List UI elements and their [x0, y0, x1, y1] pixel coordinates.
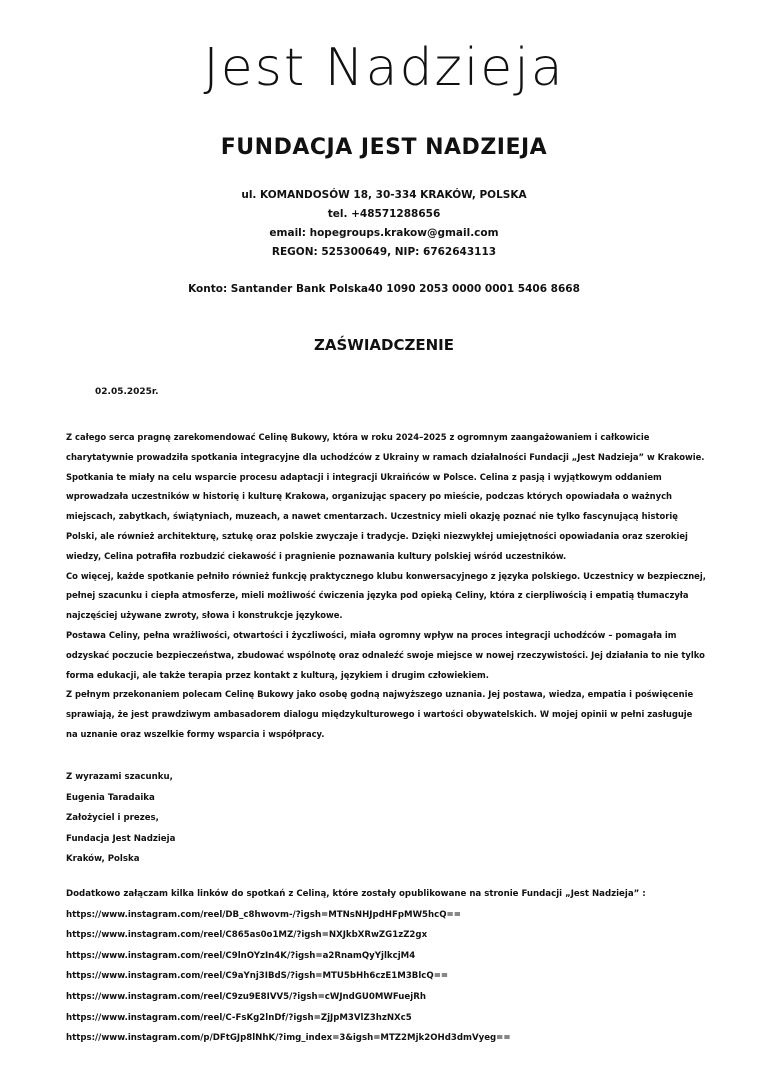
- links-intro: Dodatkowo załączam kilka linków do spotkań z Celiną, które zostały opublikowane na stronie Fundacji „Jest Nadzieja” :: [66, 889, 646, 899]
- foundation-logo: Jest Nadzieja: [203, 38, 565, 98]
- instagram-link[interactable]: https://www.instagram.com/reel/C9zu9E8IVV5/?igsh=cWJndGU0MWFuejRh: [66, 991, 426, 1002]
- links-section: [66, 884, 716, 1049]
- address: ul. KOMANDOSÓW 18, 30-334 KRAKÓW, POLSKA: [241, 189, 527, 201]
- phone: tel. +48571288656: [327, 208, 441, 220]
- signer-organization: Fundacja Jest Nadzieja: [66, 833, 176, 844]
- signer-location: Kraków, Polska: [66, 854, 140, 864]
- bank-account: Konto: Santander Bank Polska40 1090 2053 0000 0001 5406 8668: [188, 283, 580, 295]
- instagram-link[interactable]: https://www.instagram.com/p/DFtGJp8lNhK/?img_index=3&igsh=MTZ2Mjk2OHd3dmVyeg==: [66, 1033, 511, 1044]
- paragraph: Z całego serca pragnę zarekomendować Celinę Bukowy, która w roku 2024–2025 z ogromnym zaangażowaniem i całkowicie charytatywnie prowadziła spotkania integracyjne dla uchodźców z Ukrainy w ramach działalności Fundacji „Jest Nadzieja” w Krakowie.: [66, 432, 705, 462]
- paragraph: Z pełnym przekonaniem polecam Celinę Bukowy jako osobę godną najwyższego uznania. Jej postawa, wiedza, empatia i poświęcenie sprawiają, że jest prawdziwym ambasadorem dialogu międzykulturowego i wartości obywatelskich. W mojej opinii w pełni zasługuje na uznanie oraz wszelkie formy wsparcia i współpracy.: [66, 689, 694, 739]
- instagram-link[interactable]: https://www.instagram.com/reel/C-FsKg2lnDf/?igsh=ZjJpM3VlZ3hzNXc5: [66, 1012, 412, 1023]
- paragraph: Postawa Celiny, pełna wrażliwości, otwartości i życzliwości, miała ogromny wpływ na proces integracji uchodźców – pomagała im odzyskać poczucie bezpieczeństwa, zbudować wspólnotę oraz odnaleźć swoje miejsce w nowej rzeczywistości. Jej działania to nie tylko forma edukacji, ale także terapia przez kontakt z kulturą, językiem i drugim człowiekiem.: [66, 629, 705, 680]
- letter-body: [66, 428, 706, 745]
- instagram-link[interactable]: https://www.instagram.com/reel/C9lnOYzIn4K/?igsh=a2RnamQyYjlkcjM4: [66, 950, 416, 961]
- organization-name: FUNDACJA JEST NADZIEJA: [220, 135, 548, 160]
- paragraph: Co więcej, każde spotkanie pełniło również funkcję praktycznego klubu konwersacyjnego z języka polskiego. Uczestnicy w bezpiecznej, pełnej szacunku i ciepła atmosferze, mieli możliwość ćwiczenia języka pod opieką Celiny, która z cierpliwością i empatią tłumaczyła najczęściej używane zwroty, słowa i konstrukcje językowe.: [66, 570, 706, 621]
- regon-nip: REGON: 525300649, NIP: 6762643113: [271, 246, 497, 258]
- document-date: 02.05.2025r.: [95, 387, 159, 397]
- paragraph: Spotkania te miały na celu wsparcie procesu adaptacji i integracji Ukraińców w Polsce. Celina z pasją i wyjątkowym oddaniem wprowadzała uczestników w historię i kulturę Krakowa, organizując spacery po mieście, podczas których opowiadała o ważnych miejscach, zabytkach, świątyniach, muzeach, a nawet cmentarzach. Uczestnicy mieli okazję poznać nie tylko fascynującą historię Polski, ale również architekturę, sztukę oraz polskie zwyczaje i tradycje. Dzięki niezwykłej umiejętności opowiadania oraz szerokiej wiedzy, Celina potrafiła rozbudzić ciekawość i pragnienie poznawania kultury polskiej wśród uczestników.: [66, 471, 688, 561]
- signer-name: Eugenia Taradaika: [66, 792, 155, 803]
- signature-block: [66, 767, 175, 870]
- email: email: hopegroups.krakow@gmail.com: [269, 227, 499, 239]
- instagram-link[interactable]: https://www.instagram.com/reel/C865as0o1MZ/?igsh=NXJkbXRwZG1zZ2gx: [66, 930, 428, 941]
- closing-greeting: Z wyrazami szacunku,: [66, 772, 173, 782]
- document-title: ZAŚWIADCZENIE: [314, 336, 454, 354]
- instagram-link[interactable]: https://www.instagram.com/reel/C9aYnj3IBdS/?igsh=MTU5bHh6czE1M3BlcQ==: [66, 971, 449, 982]
- instagram-link[interactable]: https://www.instagram.com/reel/DB_c8hwovm-/?igsh=MTNsNHJpdHFpMW5hcQ==: [66, 909, 461, 920]
- signer-role: Założyciel i prezes,: [66, 813, 159, 823]
- contact-block: [0, 186, 768, 262]
